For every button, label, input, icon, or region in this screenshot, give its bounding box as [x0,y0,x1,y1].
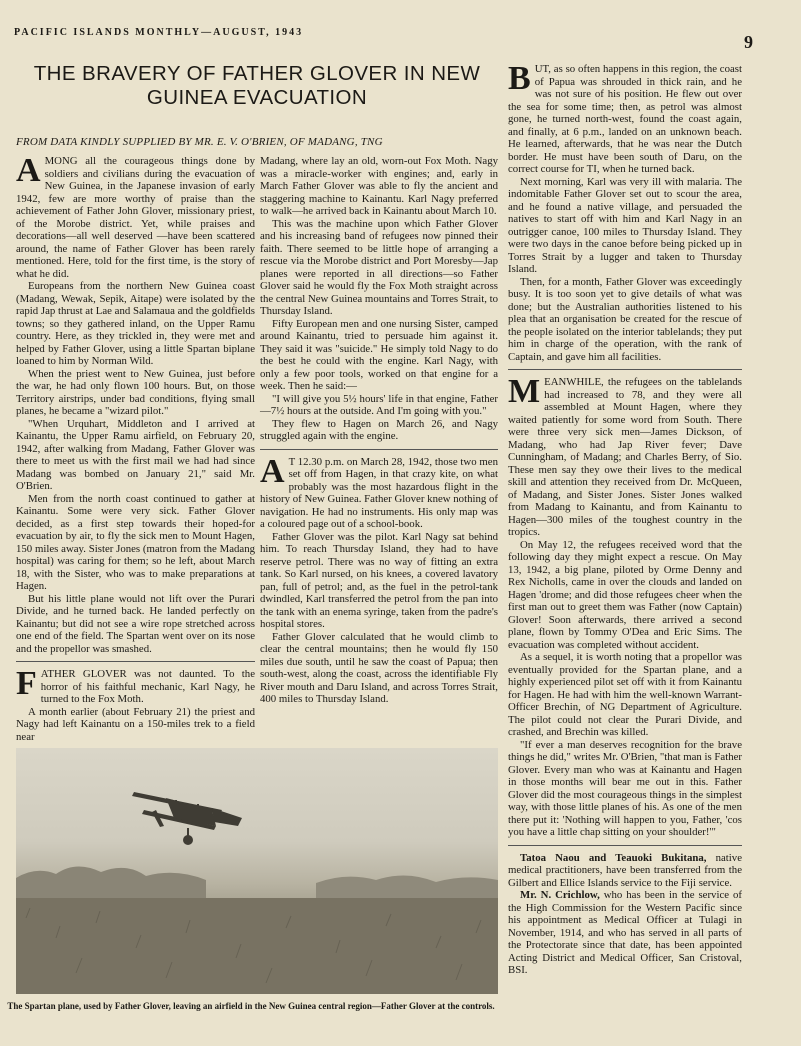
paragraph [508,373,742,539]
paragraph [508,60,742,176]
news-note-name: Mr. N. Crichlow, [520,889,600,901]
article-column-1 [16,152,255,743]
drop-cap: B [508,60,531,97]
page-number: 9 [744,32,753,52]
paragraph: On May 12, the refugees received word that the following day they might expect a rescue. On May 13, 1942, a big plane, piloted by Orme Denny and Rex Nicholls, came in over the clouds and landed on Hagen 'drome; and did those refugees cheer when the first man out to greet them was Father (now Captain) Glover! Soon afterwards, there arrived a second plane, flown by Tommy O'Dea and Eric Sims. The evacuation was completed without accident. [508,538,742,651]
section-divider [508,845,742,846]
news-note-text: native medical practitioners, have been transferred from the Gilbert and Ellice Islands service to the Fiji service. [508,851,742,889]
paragraph: But his little plane would not lift over the Purari Divide, and he turned back. He landed perfectly on Kainantu; but did not see a wire rope stretched across one end of the field. The Spartan went over on its nose and the propellor was smashed. [16,592,255,655]
spartan-plane-photo [16,748,498,994]
section-divider [16,661,255,662]
paragraph: "When Urquhart, Middleton and I arrived at Kainantu, the Upper Ramu airfield, on February 20, 1942, after walking from Madang, Father Glover was there to meet us with the first mail we had had since Madang was bombed on January 21," said Mr. O'Brien. [16,417,255,492]
drop-cap: A [260,452,285,490]
paragraph [16,152,255,280]
paragraph: This was the machine upon which Father Glover and his increasing band of refugees now pinned their faith. There seemed to be little hope of arranging a rescue via the Morobe district and Port Moresby—Jap planes were reported in all directions—so Father Glover said he would fly the Fox Moth straight across the central New Guinea mountains and Torres Strait, to Thursday Island. [260,217,499,317]
paragraph-text: ATHER GLOVER was not daunted. To the horror of his faithful mechanic, Karl Nagy, he turned to the Fox Moth. [40,668,255,705]
section-divider [508,369,742,370]
paragraph: When the priest went to New Guinea, just before the war, he had only flown 100 hours. But, on those Territory airstrips, under bad conditions, flying small planes, he became a "wizard pilot." [16,367,255,417]
article-column-2 [260,155,498,735]
paragraph-text: MONG all the courageous things done by soldiers and civilians during the evacuation of New Guinea, in the Japanese invasion of early 1942, few are more worthy of praise than the achievement of Father John Glover, missionary priest, of the Morobe district. Yet, while praises and decorations—all well deserved —have been scattered around, the name of Father Glover has been rarely mentioned. Here, told for the first time, is the story of what he did. [16,155,255,280]
paragraph: A month earlier (about February 21) the priest and Nagy had left Kainantu on a 150-miles trek to a field near [16,705,255,743]
paragraph: Madang, where lay an old, worn-out Fox Moth. Nagy was a miracle-worker with engines; and, early in March Father Glover was able to fly the ancient and staggering machine to Kainantu. Karl Nagy preferred to walk—he arrived back in Kainantu about March 10. [260,155,498,217]
news-note-name: Tatoa Naou and Teauoki Bukitana, [520,851,707,864]
paragraph: Next morning, Karl was very ill with malaria. The indomitable Father Glover set out to scour the area, and he found a native village, and persuaded the natives to start off with him and Karl Nagy in an outrigger canoe, 100 miles to Thursday Island. They were two days in the canoe before being picked up in Torres Strait by a lugger and taken to Thursday Island. [508,175,742,275]
drop-cap: F [16,665,37,702]
treeline-shape [316,875,498,900]
paragraph: Father Glover was the pilot. Karl Nagy sat behind him. To reach Thursday Island, they had to have reserve petrol. There was no way of fitting an extra tank. So Karl nursed, on his knees, a covered lavatory pan, full of petrol; and, as the fuel in the petrol-tank dwindled, Karl transferred the petrol from the pan into the tank with an enema syringe, taken from the padre's hospital stores. [260,530,498,630]
paragraph [16,665,255,706]
paragraph-text: T 12.30 p.m. on March 28, 1942, those two men set off from Hagen, in that crazy kite, on what probably was the most hazardous flight in the history of New Guinea. Father Glover knew nothing of navigation. He had no instruments. His only map was a coloured page out of a school-book. [260,455,498,530]
paragraph: "If ever a man deserves recognition for the brave things he did," writes Mr. O'Brien, "that man is Father Glover. Every man who was at Kainantu and Hagen in those months will bear me out in this. Father Glover did the most courageous things in the simplest way, with those little planes of his. As one of the men there put it: 'Nothing will happen to you, Father, 'cos you have a little chap sitting on your shoulder!'" [508,738,742,838]
running-head: PACIFIC ISLANDS MONTHLY—AUGUST, 1943 [14,27,304,38]
paragraph: Europeans from the northern New Guinea coast (Madang, Wewak, Sepik, Aitape) were isolated by the rapid Jap thrust at Lae and Salamaua and the goldfields towns; so they gathered inland, on the Upper Ramu country. Here, as they trickled in, they were met and helped by Father Glover, using a little Spartan biplane loaned to him by Norman Wild. [16,280,255,367]
paragraph: Men from the north coast continued to gather at Kainantu. Some were very sick. Father Glover decided, as a first step towards their hoped-for evacuation by air, to fly the sick men to Mount Hagen, 150 miles away. Sister Jones (matron from the Madang hospital) was caring for them; so he left, about March 18, with the Sister, who was to make preparations at Hagen. [16,492,255,592]
biplane-icon [132,792,242,845]
paragraph: Fifty European men and one nursing Sister, camped around Kainantu, tried to persuade him against it. They said it was "suicide." He simply told Nagy to do the best he could with the engine. Karl Nagy, with only a few poor tools, worked on that engine for a week. Then he said:— [260,317,498,392]
paragraph: Father Glover calculated that he would climb to clear the central mountains; then he would fly 150 miles due south, until he saw the coast of Papua; then south-west, along the coast, across the identifiable Fly River mouth and Daru Island, and across Torres Strait, 400 miles to Thursday Island. [260,630,498,705]
grass-field [16,898,498,994]
article-byline: FROM DATA KINDLY SUPPLIED BY MR. E. V. O'BRIEN, OF MADANG, TNG [16,136,383,148]
paragraph: "I will give you 5½ hours' life in that engine, Father—7½ hours at the outside. And I'm going with you." [260,392,498,417]
photo-scene [16,748,498,994]
treeline-shape [16,866,206,898]
article-headline: THE BRAVERY OF FATHER GLOVER IN NEW GUINEA EVACUATION [33,62,481,109]
photo-caption: The Spartan plane, used by Father Glover, leaving an airfield in the New Guinea central region—Father Glover at the controls. [7,1001,495,1011]
paragraph [260,452,498,531]
section-divider [260,449,498,450]
paragraph: As a sequel, it is worth noting that a propellor was eventually provided for the Spartan plane, and a highly experienced pilot set off with it from Kainantu for Hagen. He had with him the well-known Warrant-Officer Brechin, of NG Department of Agriculture. The pilot could not clear the Purari Divide, and crashed, and Brechin was killed. [508,651,742,738]
news-note [508,889,742,977]
news-note-text: who has been in the service of the High Commission for the Western Pacific since his appointment as Medical Officer at Tulagi in November, 1914, and who has served in all parts of the Protectorate since that date, has been appointed Acting District and Medical Officer, San Cristoval, BSI. [508,889,742,976]
drop-cap: A [16,152,41,189]
paragraph-text: UT, as so often happens in this region, the coast of Papua was shrouded in thick rain, and he was not sure of his position. He flew out over the sea for some time; then, as petrol was almost gone, he turned north-west, found the coast again, and finally, at 6 p.m., landed on an unknown beach. He learned, afterwards, that he was near the Dutch border. He must have been south of Daru, on the correct course for TI, when he turned back. [508,63,742,175]
paragraph: They flew to Hagen on March 26, and Nagy struggled again with the engine. [260,417,498,442]
paragraph-text: EANWHILE, the refugees on the tablelands had increased to 78, and they were all assembled at Mount Hagen, where they waited patiently for some word from South. There were three very sick men—James Dickson, of Madang, who had Jap River fever; Dave Cunningham, of Madang; and Charles Berry, of Sio. These men say they owe their lives to the medical skill and attention they received from Dr. McQueen, of Madang, and Sister Jones. Sister Jones walked from Madang to Kainantu, and from Kainantu to Hagen—300 miles of the toughest country in the tropics. [508,376,742,538]
drop-cap: M [508,373,541,410]
article-column-3 [508,60,742,1008]
news-note [508,852,742,890]
paragraph: Then, for a month, Father Glover was exceedingly busy. It is too soon yet to give details of what was done; but the Australian authorities listened to his plea that an organisation be created for the rescue of the people isolated on the interior tablelands; they put him in charge of the operation, with the rank of Captain, and gave him all facilities. [508,275,742,363]
